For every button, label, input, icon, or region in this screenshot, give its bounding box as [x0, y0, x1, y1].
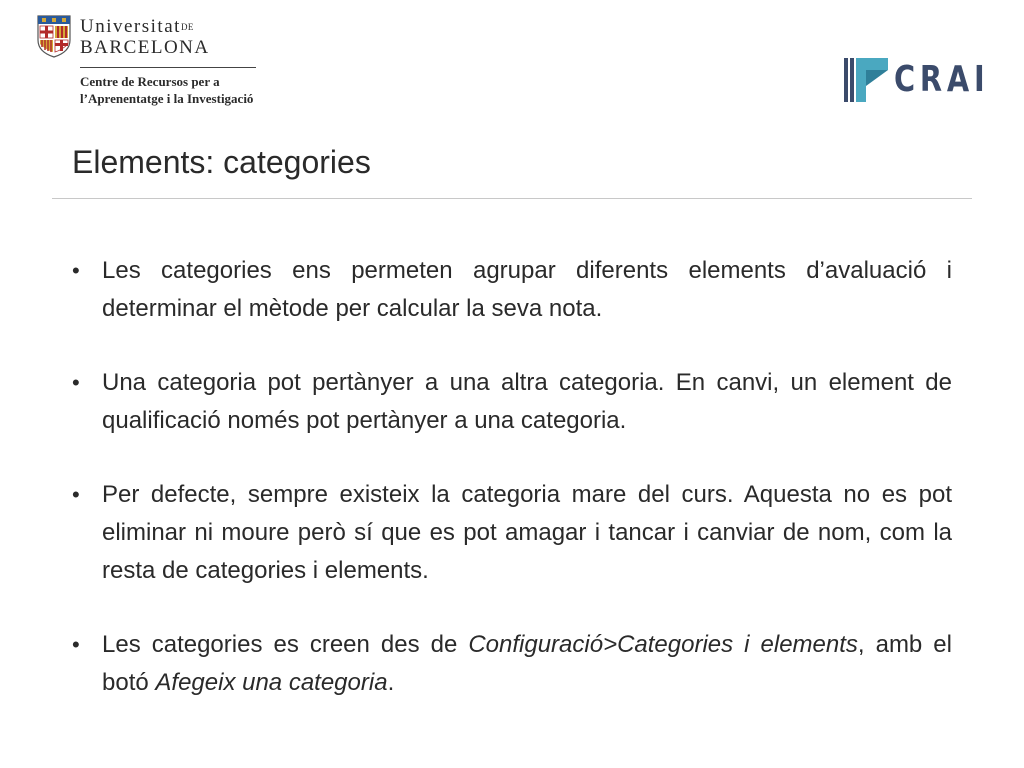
bullet-marker: • — [72, 482, 80, 507]
university-name-word: Universitat — [80, 16, 181, 37]
button-name-text: Afegeix una categoria — [155, 669, 388, 696]
bullet-list — [72, 252, 952, 738]
bullet-item — [72, 252, 952, 328]
bullet-marker: • — [72, 632, 80, 657]
bullet-text: Les categories es creen des de — [102, 631, 469, 658]
bullet-text: Una categoria pot pertànyer a una altra categoria. En canvi, un element de qualificació només pot pertànyer a una categoria. — [102, 369, 952, 434]
menu-path-text: Configuració>Categories i elements — [468, 631, 858, 658]
title-divider — [52, 198, 972, 199]
bullet-marker: • — [72, 370, 80, 395]
slide-title: Elements: categories — [72, 144, 371, 180]
bullet-item — [72, 364, 952, 440]
bullet-text: Per defecte, sempre existeix la categoria mare del curs. Aquesta no es pot eliminar ni moure però sí que es pot amagar i tancar i canviar de nom, com la resta de categories i elements. — [102, 481, 952, 584]
crai-logo — [844, 56, 990, 106]
university-name-line2: BARCELONA — [80, 37, 210, 58]
bullet-item — [72, 476, 952, 590]
center-name-line2: l’Aprenentatge i la Investigació — [80, 91, 254, 106]
logo-divider — [80, 67, 256, 68]
crai-mark-icon — [844, 56, 888, 104]
bullet-marker: • — [72, 258, 80, 283]
university-name-de: DE — [180, 22, 194, 32]
bullet-item — [72, 626, 952, 702]
bullet-text: . — [387, 669, 395, 696]
center-name-line1: Centre de Recursos per a — [80, 74, 220, 89]
bullet-text: Les categories ens permeten agrupar diferents elements d’avaluació i determinar el mètode per calcular la seva nota. — [102, 257, 952, 322]
university-name-line1 — [80, 16, 194, 38]
ub-logo — [36, 12, 296, 112]
bullet-text: , amb el botó — [102, 631, 952, 696]
university-shield-icon — [36, 12, 72, 58]
crai-logo-text: CRAI — [894, 59, 990, 100]
